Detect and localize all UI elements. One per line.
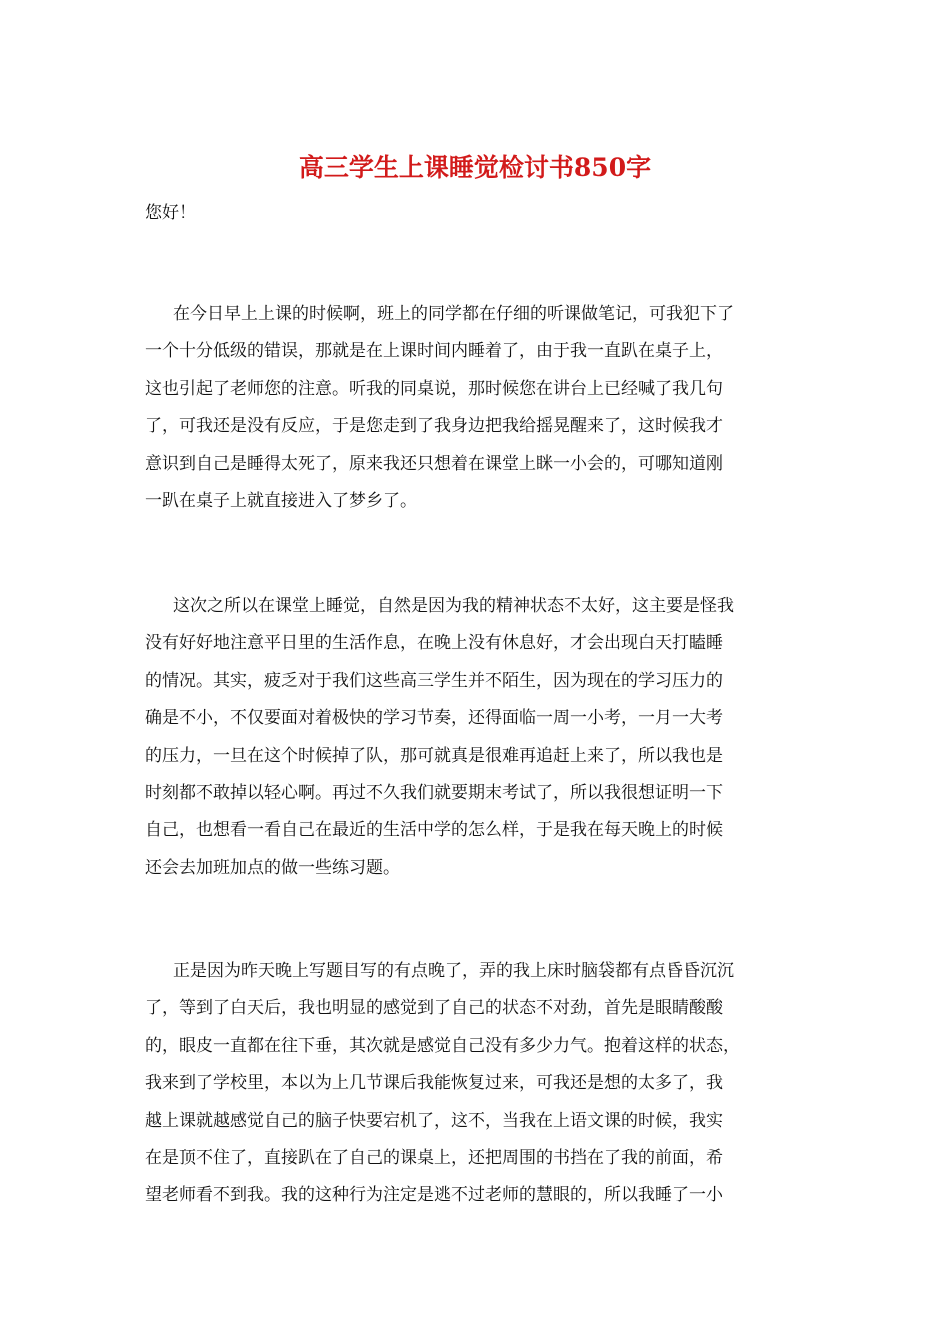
greeting: 您好！: [145, 203, 196, 223]
text-line: 这次之所以在课堂上睡觉，自然是因为我的精神状态不太好，这主要是怪我: [173, 596, 734, 616]
text-line: 没有好好地注意平日里的生活作息，在晚上没有休息好，才会出现白天打瞌睡: [145, 633, 723, 654]
text-line: 了，等到了白天后，我也明显的感觉到了自己的状态不对劲，首先是眼睛酸酸: [145, 998, 723, 1019]
text-line: 了，可我还是没有反应，于是您走到了我身边把我给摇晃醒来了，这时候我才: [145, 416, 723, 437]
text-line: 的压力，一旦在这个时候掉了队，那可就真是很难再追赶上来了，所以我也是: [145, 745, 723, 766]
document-title: 高三学生上课睡觉检讨书850字: [298, 153, 652, 182]
text-line: 正是因为昨天晚上写题目写的有点晚了，弄的我上床时脑袋都有点昏昏沉沉: [173, 961, 734, 981]
text-line: 时刻都不敢掉以轻心啊。再过不久我们就要期末考试了，所以我很想证明一下: [145, 782, 723, 803]
text-line: 自己，也想看一看自己在最近的生活中学的怎么样，于是我在每天晚上的时候: [145, 820, 723, 841]
paragraph-1: [145, 296, 810, 520]
text-line: 这也引起了老师您的注意。听我的同桌说，那时候您在讲台上已经喊了我几句: [145, 378, 723, 399]
text-line: 一趴在桌子上就直接进入了梦乡了。: [145, 490, 417, 511]
text-line: 意识到自己是睡得太死了，原来我还只想着在课堂上眯一小会的，可哪知道刚: [145, 453, 723, 474]
text-line: 的，眼皮一直都在往下垂，其次就是感觉自己没有多少力气。抱着这样的状态，: [145, 1035, 740, 1056]
text-line: 越上课就越感觉自己的脑子快要宕机了，这不，当我在上语文课的时候，我实: [145, 1110, 723, 1131]
text-line: 的情况。其实，疲乏对于我们这些高三学生并不陌生，因为现在的学习压力的: [145, 670, 723, 691]
text-line: 还会去加班加点的做一些练习题。: [145, 857, 400, 878]
text-line: 望老师看不到我。我的这种行为注定是逃不过老师的慧眼的，所以我睡了一小: [145, 1185, 723, 1206]
text-line: 我来到了学校里，本以为上几节课后我能恢复过来，可我还是想的太多了，我: [145, 1073, 723, 1094]
paragraph-3: [145, 953, 810, 1215]
text-line: 在今日早上上课的时候啊，班上的同学都在仔细的听课做笔记，可我犯下了: [173, 304, 734, 324]
paragraph-2: [145, 588, 810, 887]
text-line: 在是顶不住了，直接趴在了自己的课桌上，还把周围的书挡在了我的前面，希: [145, 1147, 723, 1168]
text-line: 确是不小，不仅要面对着极快的学习节奏，还得面临一周一小考，一月一大考: [145, 708, 723, 729]
text-line: 一个十分低级的错误，那就是在上课时间内睡着了，由于我一直趴在桌子上，: [145, 341, 723, 362]
